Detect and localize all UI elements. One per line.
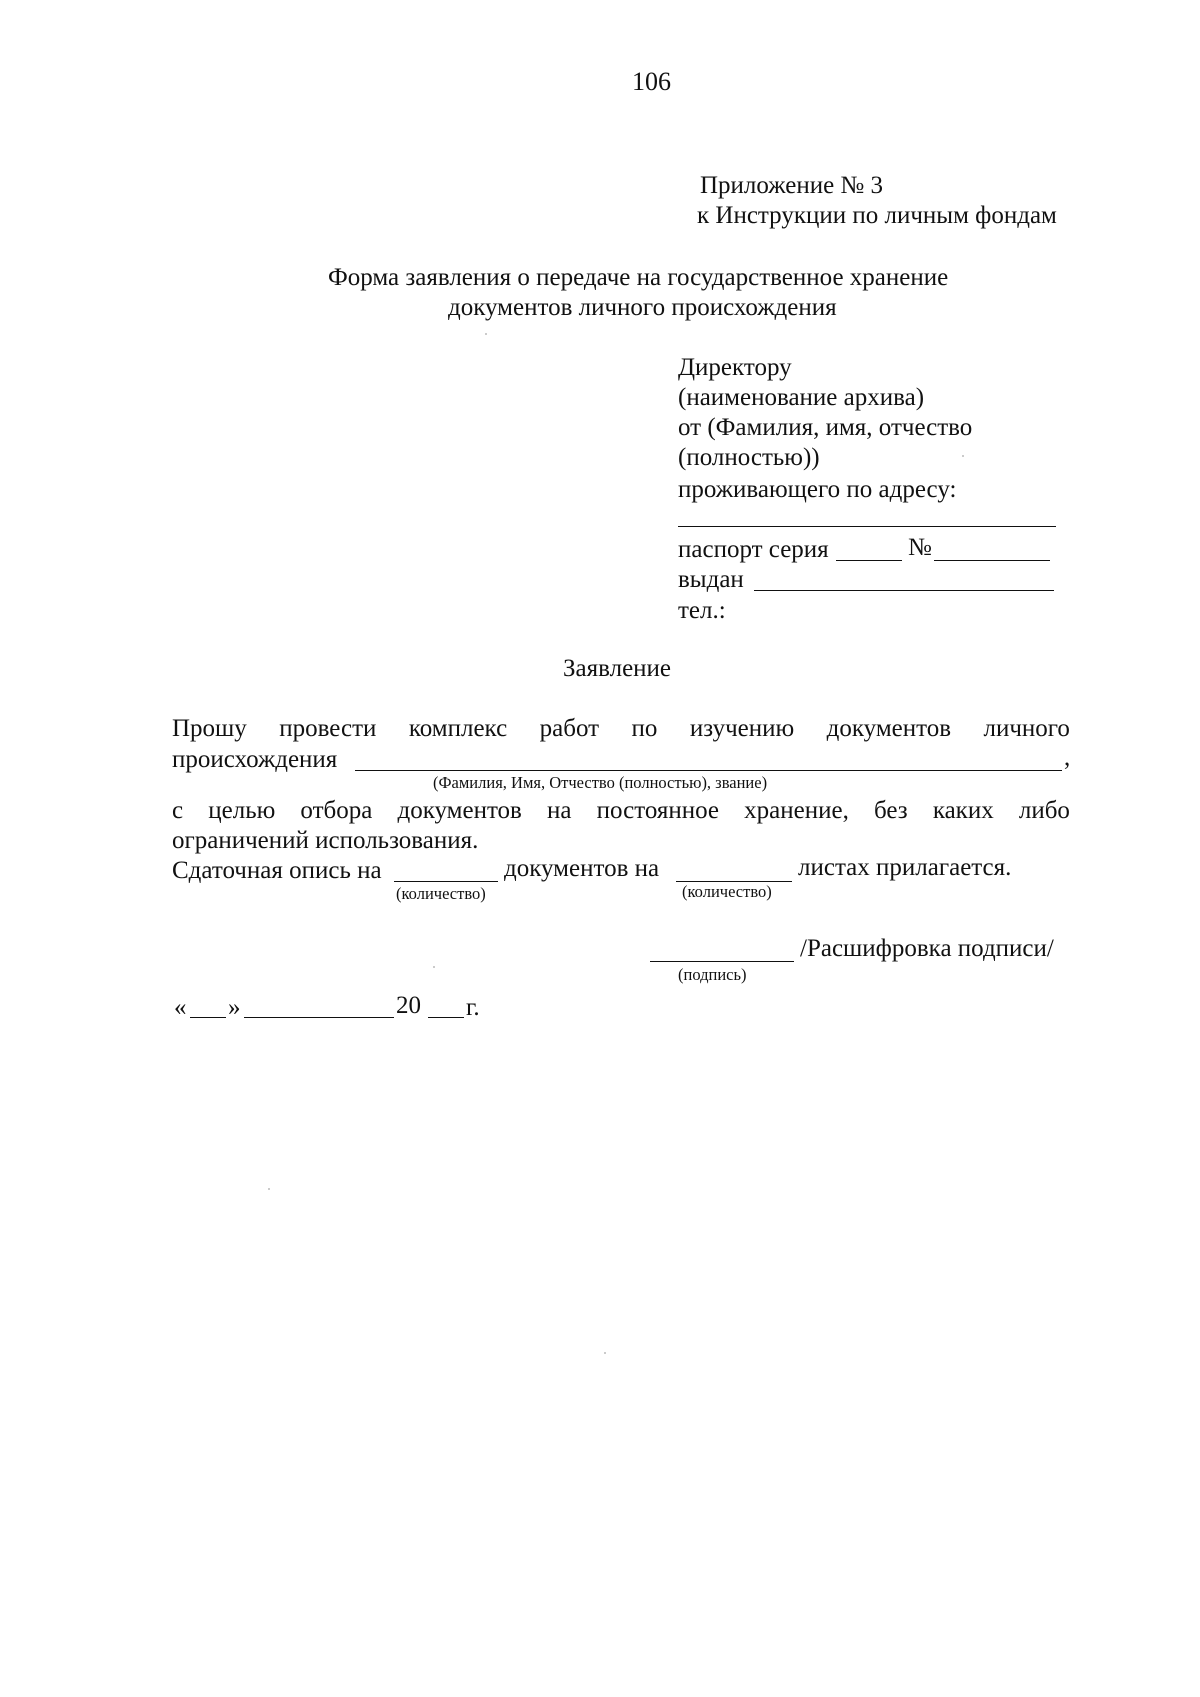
inventory-end: листах прилагается. [798,854,1012,881]
page-number: 106 [632,67,671,96]
date-open-quote: « [174,994,187,1021]
word: Прошу [172,715,247,742]
passport-number-blank [934,560,1050,561]
document-count-blank [394,881,498,882]
word: по [631,715,658,742]
date-close-quote: » [228,994,241,1021]
passport-number-sign: № [908,534,932,561]
word: на [547,797,572,824]
statement-paragraph-2 [172,796,1070,826]
word: хранение, [744,797,849,824]
form-title-line2: документов личного происхождения [448,294,837,321]
addressee-full: (полностью)) [678,444,820,471]
word: постоянное [596,797,720,824]
signature-blank [650,961,794,962]
quantity-caption-2: (количество) [682,882,772,901]
phone-label: тел.: [678,597,726,624]
scan-speck [604,1352,606,1354]
word: отбора [300,797,373,824]
word: личного [983,715,1070,742]
form-title-line1: Форма заявления о передаче на государственное хранение [328,264,949,291]
name-blank-line [355,770,1062,771]
word: изучению [689,715,795,742]
name-caption: (Фамилия, Имя, Отчество (полностью), звание) [433,773,768,792]
addressee-residing: проживающего по адресу: [678,476,957,503]
statement-paragraph-1 [172,714,1070,744]
word: целью [208,797,276,824]
word: каких [932,797,994,824]
scan-speck [433,966,435,968]
word: с [172,797,184,824]
signature-decode: /Расшифровка подписи/ [800,935,1054,962]
inventory-mid: документов на [504,855,660,882]
date-year-suffix: г. [466,994,480,1021]
scan-speck [268,1188,270,1190]
word: работ [539,715,600,742]
origin-comma: , [1064,744,1071,771]
word: без [874,797,908,824]
origin-label: происхождения [172,746,338,773]
date-day-blank [190,1017,226,1018]
issued-label: выдан [678,566,744,593]
appendix-number: Приложение № 3 [700,172,884,199]
quantity-caption-1: (количество) [396,884,486,903]
word: провести [279,715,377,742]
scan-speck [962,455,964,457]
addressee-archive: (наименование архива) [678,384,925,411]
date-month-blank [244,1017,394,1018]
passport-series-blank [836,560,902,561]
addressee-director: Директору [678,354,792,381]
appendix-reference: к Инструкции по личным фондам [697,202,1057,229]
issued-blank [754,590,1054,591]
signature-caption: (подпись) [678,965,747,984]
statement-heading: Заявление [563,655,672,682]
passport-series-label: паспорт серия [678,536,829,563]
date-year-prefix: 20 [396,992,421,1019]
date-year-blank [428,1017,464,1018]
addressee-from: от (Фамилия, имя, отчество [678,414,973,441]
word: документов [826,715,952,742]
word: документов [397,797,522,824]
word: либо [1018,797,1070,824]
address-blank-line [678,526,1056,527]
word: комплекс [408,715,508,742]
inventory-start: Сдаточная опись на [172,857,382,884]
restrictions-line: ограничений использования. [172,827,479,854]
scan-speck [485,333,487,335]
